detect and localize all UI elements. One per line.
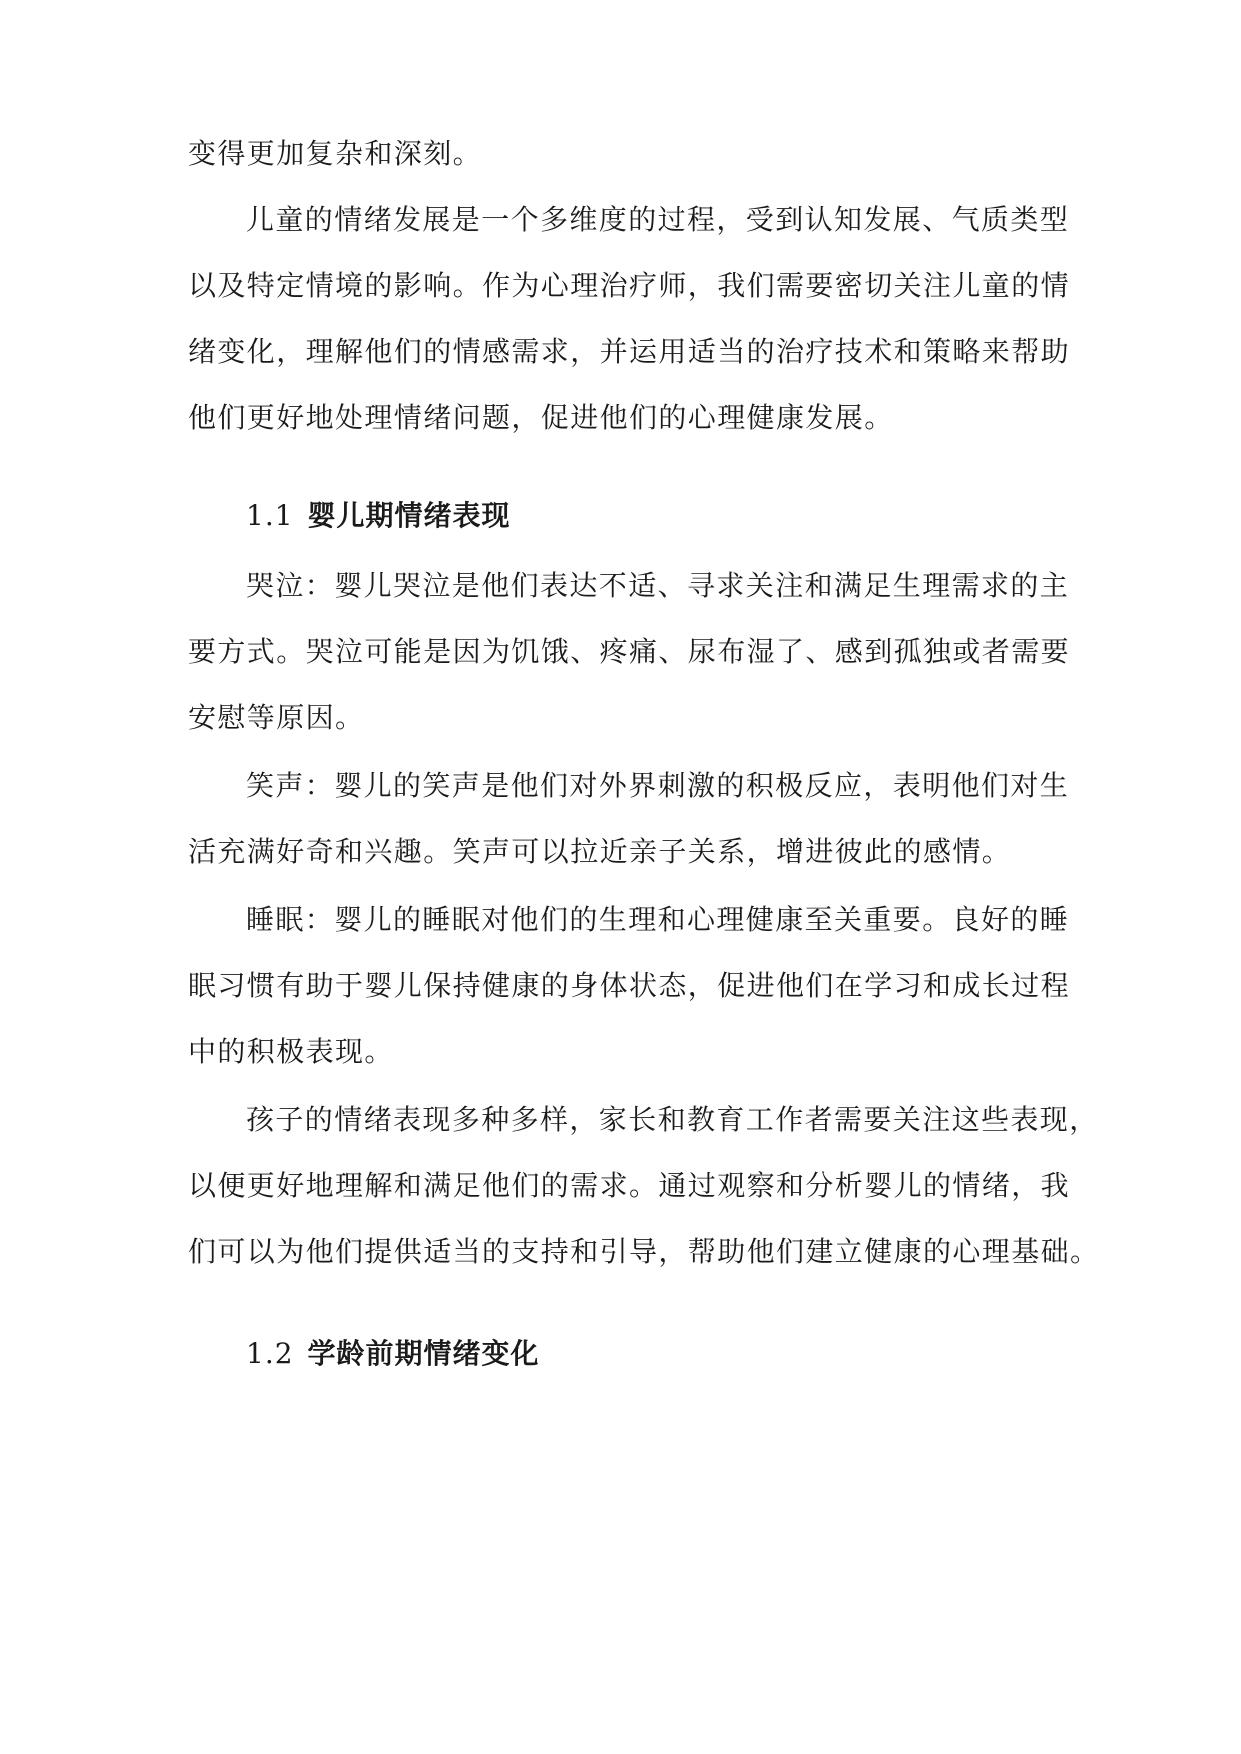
- intro-tail-line: 变得更加复杂和深刻。: [188, 137, 483, 170]
- crying-paragraph-line-1: 哭泣：婴儿哭泣是他们表达不适、寻求关注和满足生理需求的主: [246, 569, 1070, 602]
- summary-paragraph-line-3: 们可以为他们提供适当的支持和引导，帮助他们建立健康的心理基础。: [188, 1235, 1100, 1268]
- summary-paragraph-line-2: 以便更好地理解和满足他们的需求。通过观察和分析婴儿的情绪，我: [188, 1169, 1071, 1202]
- laughter-paragraph-line-2: 活充满好奇和兴趣。笑声可以拉近亲子关系，增进彼此的感情。: [188, 835, 1012, 868]
- section-number: 1.2: [246, 1337, 294, 1370]
- section-title: 学龄前期情绪变化: [307, 1337, 540, 1370]
- sleep-paragraph-line-3: 中的积极表现。: [188, 1035, 394, 1068]
- section-number: 1.1: [246, 499, 294, 532]
- laughter-paragraph-line-1: 笑声：婴儿的笑声是他们对外界刺激的积极反应，表明他们对生: [246, 769, 1070, 802]
- sleep-paragraph-line-2: 眠习惯有助于婴儿保持健康的身体状态，促进他们在学习和成长过程: [188, 969, 1071, 1002]
- intro-paragraph-line-1: 儿童的情绪发展是一个多维度的过程，受到认知发展、气质类型: [246, 203, 1070, 236]
- intro-paragraph-line-3: 绪变化，理解他们的情感需求，并运用适当的治疗技术和策略来帮助: [188, 335, 1071, 368]
- section-heading-1-1: [246, 496, 511, 536]
- intro-paragraph-line-2: 以及特定情境的影响。作为心理治疗师，我们需要密切关注儿童的情: [188, 269, 1071, 302]
- crying-paragraph-line-3: 安慰等原因。: [188, 701, 365, 734]
- summary-paragraph-line-1: 孩子的情绪表现多种多样，家长和教育工作者需要关注这些表现，: [246, 1103, 1099, 1136]
- sleep-paragraph-line-1: 睡眠：婴儿的睡眠对他们的生理和心理健康至关重要。良好的睡: [246, 903, 1070, 936]
- crying-paragraph-line-2: 要方式。哭泣可能是因为饥饿、疼痛、尿布湿了、感到孤独或者需要: [188, 635, 1071, 668]
- intro-paragraph-line-4: 他们更好地处理情绪问题，促进他们的心理健康发展。: [188, 401, 894, 434]
- section-heading-1-2: [246, 1334, 540, 1374]
- section-title: 婴儿期情绪表现: [307, 499, 511, 532]
